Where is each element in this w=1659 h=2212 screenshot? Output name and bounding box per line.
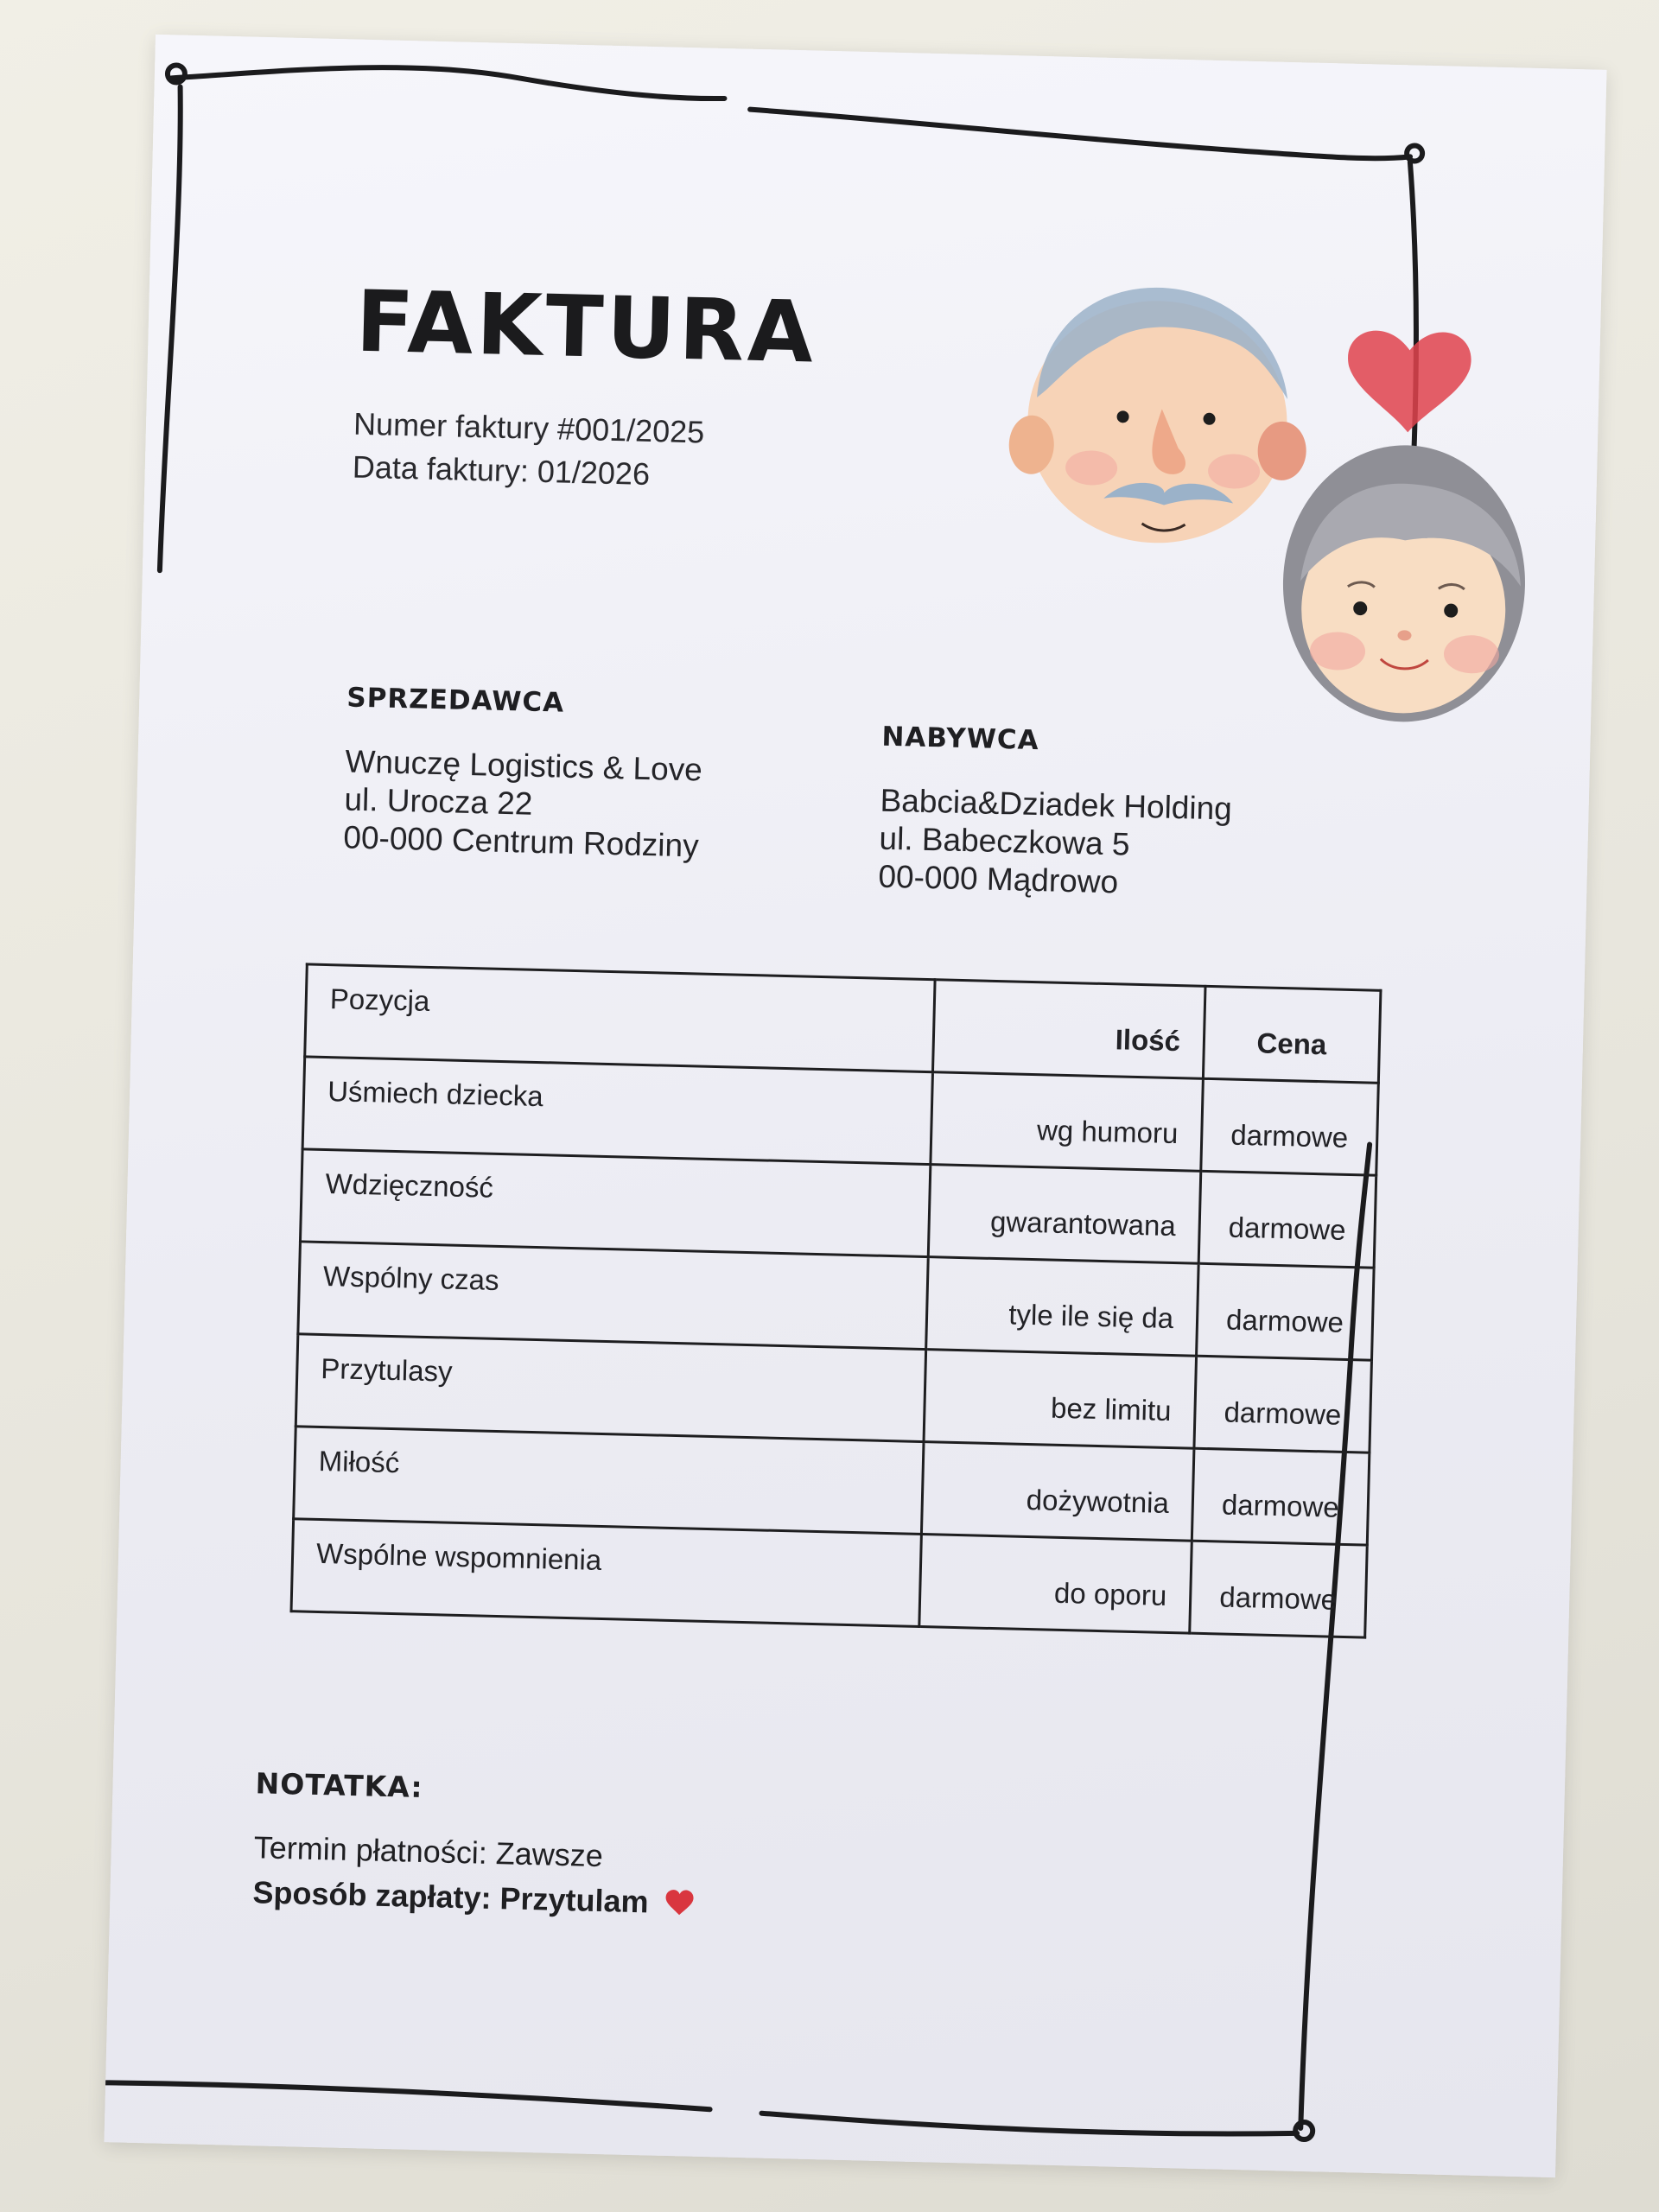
row-quantity: dożywotnia [921, 1442, 1194, 1541]
grandma-face [1280, 442, 1529, 725]
invoice-date: Data faktury: 01/2026 [352, 448, 651, 492]
row-quantity: do oporu [919, 1535, 1192, 1634]
seller-name: Wnuczę Logistics & Love [345, 743, 703, 788]
seller-block [343, 678, 704, 865]
invoice-number: Numer faktury #001/2025 [353, 405, 705, 450]
row-item: Wspólne wspomnienia [291, 1519, 921, 1627]
note-heading: NOTATKA: [255, 1766, 424, 1805]
buyer-block [878, 718, 1234, 905]
buyer-heading: NABYWCA [881, 721, 1040, 757]
payment-method: Sposób zapłaty: Przytulam [252, 1874, 650, 1920]
invoice-paper [104, 35, 1606, 2177]
grandparents-illustration [995, 245, 1576, 743]
seller-city: 00-000 Centrum Rodziny [342, 819, 700, 864]
row-price: darmowe [1192, 1448, 1370, 1545]
seller-heading: SPRZEDAWCA [346, 682, 565, 719]
column-header-quantity: Ilość [932, 980, 1205, 1079]
buyer-city: 00-000 Mądrowo [878, 858, 1119, 900]
row-item: Miłość [294, 1427, 924, 1535]
row-price: darmowe [1201, 1078, 1379, 1175]
buyer-name: Babcia&Dziadek Holding [880, 782, 1233, 827]
row-quantity: wg humoru [931, 1072, 1204, 1172]
invoice-title: FAKTURA [354, 272, 818, 383]
row-item: Wdzięczność [300, 1149, 930, 1257]
row-price: darmowe [1194, 1356, 1372, 1452]
row-price: darmowe [1197, 1263, 1375, 1360]
column-header-item: Pozycja [305, 964, 935, 1072]
row-price: darmowe [1198, 1171, 1376, 1268]
note-block [252, 1761, 698, 1925]
row-item: Przytulasy [296, 1334, 925, 1442]
row-price: darmowe [1190, 1541, 1368, 1637]
payment-method-line [252, 1870, 696, 1925]
row-item: Wspólny czas [298, 1242, 928, 1350]
heart-icon [1346, 330, 1471, 434]
row-quantity: gwarantowana [928, 1165, 1201, 1264]
row-quantity: tyle ile się da [926, 1257, 1199, 1357]
row-quantity: bez limitu [924, 1350, 1197, 1449]
column-header-price: Cena [1203, 986, 1381, 1083]
grandpa-face [1007, 284, 1310, 547]
row-item: Uśmiech dziecka [302, 1057, 932, 1165]
seller-street: ul. Urocza 22 [343, 781, 533, 822]
buyer-street: ul. Babeczkowa 5 [879, 820, 1131, 862]
items-table [289, 963, 1382, 1638]
items-table-wrap [289, 963, 1382, 1638]
heart-icon [664, 1889, 696, 1917]
payment-terms: Termin płatności: Zawsze [253, 1829, 604, 1874]
invoice-meta [352, 403, 705, 498]
